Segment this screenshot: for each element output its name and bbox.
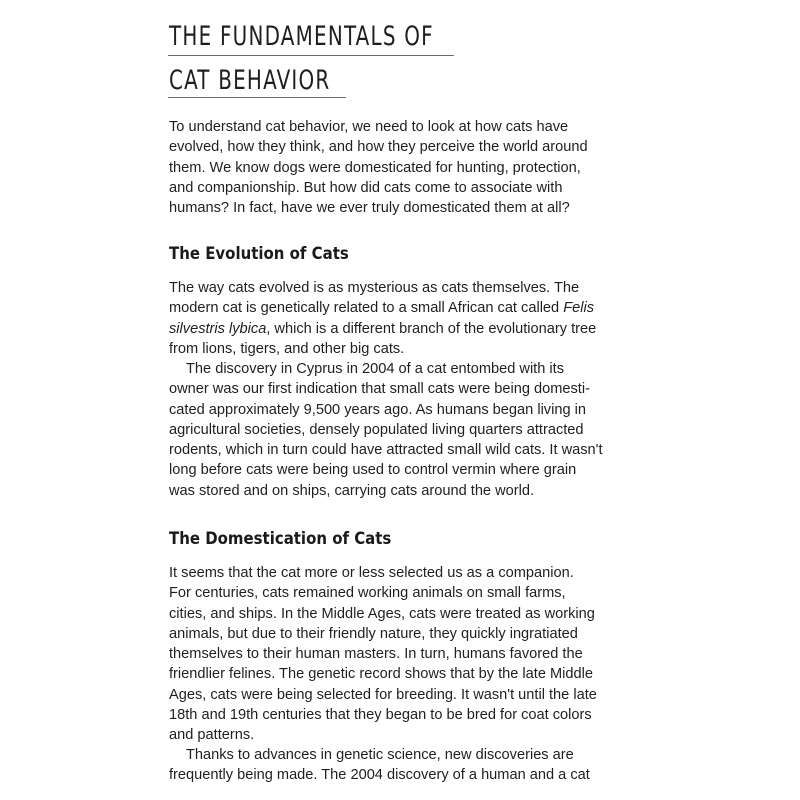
text-line: Thanks to advances in genetic science, new discoveries are [186,747,574,763]
text-line: cated approximately 9,500 years ago. As humans began living in [169,401,586,418]
domestication-paragraph-1 [169,563,619,746]
text-line: The discovery in Cyprus in 2004 of a cat entombed with its [186,361,565,377]
text-line [169,319,619,339]
text-line: humans? In fact, have we ever truly domesticated them at all? [169,200,570,217]
text-line: them. We know dogs were domesticated for hunting, protection, [169,159,581,176]
section-heading-domestication: The Domestication of Cats [169,529,392,549]
text-line: animals, but due to their friendly nature, they quickly ingratiated [169,625,578,642]
text-line: To understand cat behavior, we need to look at how cats have [169,119,569,135]
text-line: evolved, how they think, and how they perceive the world around [169,139,588,156]
text-line: themselves to their human masters. In turn, humans favored the [169,646,583,663]
title-underline-2 [168,97,346,98]
chapter-title-line-1: THE FUNDAMENTALS OF [169,21,434,52]
domestication-paragraph-2 [169,745,619,786]
text-line: The way cats evolved is as mysterious as cats themselves. The [169,280,580,296]
chapter-title-line-2: CAT BEHAVIOR [169,65,331,96]
text-line: rodents, which in turn could have attracted small wild cats. It wasn't [169,442,603,459]
text-line: For centuries, cats remained working animals on small farms, [169,585,566,602]
text-line: owner was our first indication that small cats were being domesti- [169,381,590,398]
text-line: cities, and ships. In the Middle Ages, cats were treated as working [169,605,595,622]
evolution-paragraph-2 [169,359,619,501]
species-name-italic: Felis [563,300,595,317]
section-heading-evolution: The Evolution of Cats [169,244,349,264]
text-line: 18th and 19th centuries that they began to be bred for coat colors [169,707,592,724]
text-line: frequently being made. The 2004 discovery of a human and a cat [169,767,590,784]
intro-paragraph [169,117,619,218]
title-underline-1 [168,55,454,56]
text-line: Ages, cats were being selected for breeding. It wasn't until the late [169,686,597,703]
text-line: friendlier felines. The genetic record shows that by the late Middle [169,666,593,683]
text-line: was stored and on ships, carrying cats around the world. [169,482,535,499]
text-line: from lions, tigers, and other big cats. [169,340,405,357]
text-line [169,298,619,318]
text-line: agricultural societies, densely populated living quarters attracted [169,421,584,438]
text-line: long before cats were being used to control vermin where grain [169,462,577,479]
evolution-paragraph-1 [169,278,619,359]
text-line: and patterns. [169,727,255,744]
text-line: It seems that the cat more or less selected us as a companion. [169,565,574,581]
text-run: , which is a different branch of the evolutionary tree [266,320,597,337]
text-line: and companionship. But how did cats come to associate with [169,179,563,196]
species-name-italic: silvestris lybica [169,320,267,337]
text-run: modern cat is genetically related to a small African cat called [169,300,564,317]
